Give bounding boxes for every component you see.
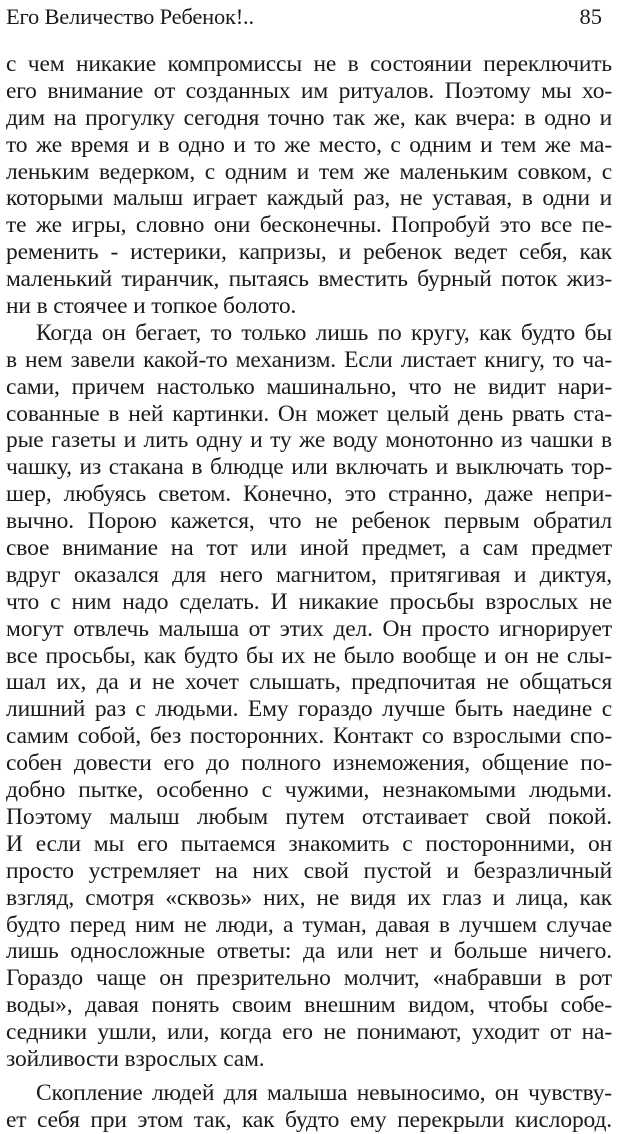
text-line: ет себя при этом так, как будто ему перекрыли кислород. — [6, 1106, 612, 1133]
text-line: дим на прогулку сегодня точно так же, как вчера: в одно и — [6, 104, 612, 131]
text-line: лишь односложные ответы: да или нет и больше ничего. — [6, 938, 612, 965]
text-line: свое внимание на тот или иной предмет, а сам предмет — [6, 535, 612, 562]
text-line: самим собой, без посторонних. Контакт со взрослыми спо- — [6, 723, 612, 750]
text-line: сованные в ней картинки. Он может целый день рвать ста- — [6, 400, 612, 427]
text-line: Когда он бегает, то только лишь по кругу, как будто бы — [36, 319, 612, 346]
text-line: зойливости взрослых сам. — [6, 1045, 265, 1072]
text-line: шал их, да и не хочет слышать, предпочитая не общаться — [6, 669, 612, 696]
text-line: чашку, из стакана в блюдце или включать и выключать тор- — [6, 454, 612, 481]
text-line: шер, любуясь светом. Конечно, это странно, даже непри- — [6, 481, 612, 508]
text-line: ременить - истерики, капризы, и ребенок ведет себя, как — [6, 239, 612, 266]
paragraph — [6, 320, 612, 1073]
paragraph — [6, 51, 612, 320]
text-line: лишний раз с людьми. Ему гораздо лучше быть наедине с — [6, 696, 612, 723]
text-line: то же время и в одно и то же место, с одним и тем же ма- — [6, 131, 612, 158]
text-line: могут отвлечь малыша от этих дел. Он просто игнорирует — [6, 615, 612, 642]
paragraph-spacing — [6, 1073, 612, 1080]
text-line: те же игры, словно они бесконечны. Попробуй это все пе- — [6, 212, 612, 239]
page-number: 85 — [579, 4, 602, 29]
text-line: И если мы его пытаемся знакомить с посторонними, он — [6, 830, 612, 857]
text-line: взгляд, смотря «сквозь» них, не видя их глаз и лица, как — [6, 884, 612, 911]
text-line: вычно. Порою кажется, что не ребенок первым обратил — [6, 508, 612, 535]
text-line: сами, причем настолько машинально, что не видит нари- — [6, 373, 612, 400]
text-line: все просьбы, как будто бы их не было вообще и он не слы- — [6, 642, 612, 669]
text-line: маленький тиранчик, пытаясь вместить бурный поток жиз- — [6, 266, 612, 293]
text-line: будто перед ним не люди, а туман, давая в лучшем случае — [6, 911, 612, 938]
text-line: Поэтому малыш любым путем отстаивает свой покой. — [6, 803, 612, 830]
text-line: Скопление людей для малыша невыносимо, он чувству- — [36, 1079, 612, 1106]
paragraph — [6, 1080, 612, 1134]
text-line: просто устремляет на них свой пустой и безразличный — [6, 857, 612, 884]
text-line: рые газеты и лить одну и ту же воду монотонно из чашки в — [6, 427, 612, 454]
text-line: что с ним надо сделать. И никакие просьбы взрослых не — [6, 588, 612, 615]
text-line: которыми малыш играет каждый раз, не уставая, в одни и — [6, 185, 612, 212]
running-title: Его Величество Ребенок!.. — [6, 4, 254, 29]
text-line: вдруг оказался для него магнитом, притягивая и диктуя, — [6, 561, 612, 588]
text-line: седники ушли, или, когда его не понимают, уходит от на- — [6, 1019, 612, 1046]
text-line: собен довести его до полного изнеможения, общение по- — [6, 750, 612, 777]
text-line: ни в стоячее и топкое болото. — [6, 293, 297, 320]
text-line: в нем завели какой-то механизм. Если листает книгу, то ча- — [6, 346, 612, 373]
text-line: Гораздо чаще он презрительно молчит, «набравши в рот — [6, 965, 612, 992]
text-line: леньким ведерком, с одним и тем же маленьким совком, с — [6, 158, 612, 185]
text-line: его внимание от созданных им ритуалов. Поэтому мы хо- — [6, 77, 612, 104]
running-header — [6, 2, 614, 32]
text-line: воды», давая понять своим внешним видом, чтобы собе- — [6, 992, 612, 1019]
body-text — [6, 51, 612, 1134]
text-line: с чем никакие компромиссы не в состоянии переключить — [6, 51, 612, 77]
text-line: добно пытке, особенно с чужими, незнакомыми людьми. — [6, 777, 612, 804]
